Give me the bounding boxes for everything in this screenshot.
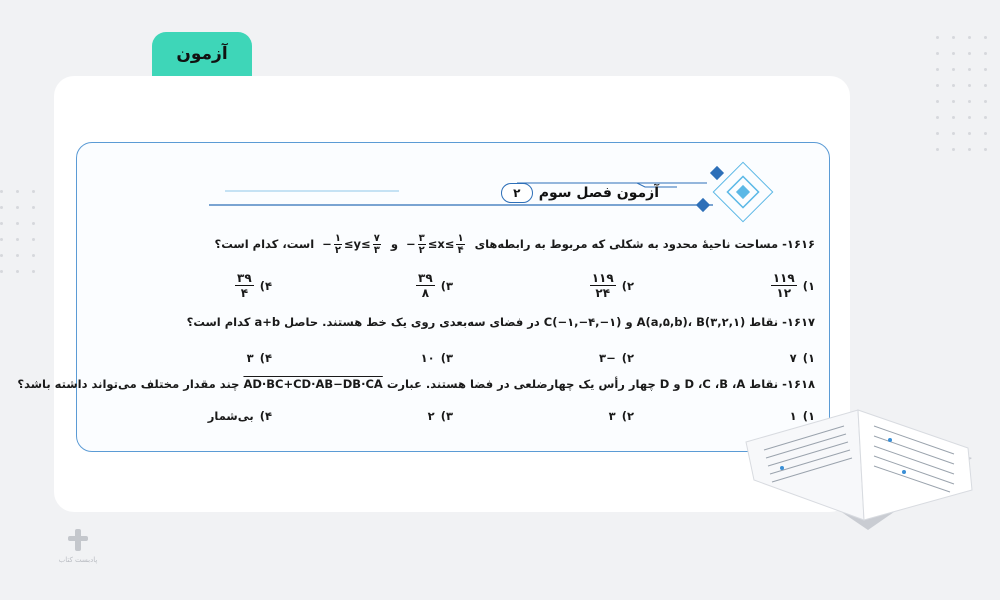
- dot: [952, 148, 955, 151]
- dot: [952, 68, 955, 71]
- logo-icon: [66, 528, 90, 554]
- option-label: ۴): [259, 351, 272, 365]
- question-number: ۱۶۱۶-: [782, 237, 815, 251]
- question-number: ۱۶۱۸-: [782, 377, 815, 391]
- option-label: ۱): [802, 278, 815, 293]
- dot: [0, 206, 3, 209]
- question-panel: [17, 142, 830, 452]
- question-text-end: کدام است؟: [186, 315, 251, 329]
- option[interactable]: [91, 271, 272, 300]
- dot: [968, 100, 971, 103]
- dot: [936, 68, 939, 71]
- question-text: نقاط D ،C ،B ،A و D چهار رأس یک چهارضلعی در فضا هستند. عبارت: [386, 377, 779, 391]
- dot: [952, 36, 955, 39]
- option[interactable]: [272, 351, 453, 365]
- dot: [0, 190, 3, 193]
- inequality-x: − $\frac{۳}{۲}$ ≤x≤ $\frac{۱}{۴}$: [406, 233, 464, 256]
- option-fraction: ۱۱۹ ۱۲: [772, 271, 795, 300]
- dot: [16, 238, 19, 241]
- exam-tab: [152, 32, 252, 76]
- question-number: ۱۶۱۷-: [782, 315, 815, 329]
- option-value: ۳: [608, 409, 616, 423]
- dot: [952, 100, 955, 103]
- dot: [968, 52, 971, 55]
- option-fraction: ۳۹ ۴: [237, 271, 252, 300]
- dot: [32, 238, 35, 241]
- separator: ،: [687, 315, 693, 329]
- option[interactable]: [453, 409, 634, 423]
- option-value: ۳: [246, 351, 254, 365]
- question-text-mid: در فضای سه‌بعدی روی یک خط هستند. حاصل: [284, 315, 540, 329]
- option[interactable]: [91, 351, 272, 365]
- dot: [968, 36, 971, 39]
- dot: [952, 116, 955, 119]
- option-value: −۳: [599, 351, 616, 365]
- expression: a+b: [254, 315, 281, 329]
- question-text-end: چند مقدار مختلف می‌تواند داشته باشد؟: [17, 377, 240, 391]
- option-label: ۱): [802, 409, 815, 423]
- dot: [936, 148, 939, 151]
- dot: [984, 52, 987, 55]
- dot: [32, 190, 35, 193]
- dot: [936, 36, 939, 39]
- option-fraction: ۳۹ ۸: [418, 271, 433, 300]
- open-book-image: [740, 380, 985, 555]
- dot: [0, 254, 3, 257]
- question-text-end: است، کدام است؟: [214, 237, 315, 251]
- dot: [0, 238, 3, 241]
- option-label: ۴): [259, 409, 272, 423]
- dot: [984, 116, 987, 119]
- option-value: ۲: [427, 409, 435, 423]
- option-value: ۱: [789, 409, 797, 423]
- section-header-decoration: [77, 143, 829, 223]
- dot: [936, 84, 939, 87]
- option-label: ۲): [621, 351, 634, 365]
- exam-tab-label: آزمون: [176, 44, 228, 64]
- dot: [936, 52, 939, 55]
- dot: [936, 116, 939, 119]
- dot: [16, 254, 19, 257]
- dot: [952, 132, 955, 135]
- option-label: ۳): [440, 351, 453, 365]
- dot: [32, 270, 35, 273]
- question-text-and: و: [390, 237, 398, 251]
- option-label: ۳): [440, 409, 453, 423]
- dot: [32, 222, 35, 225]
- dot: [936, 100, 939, 103]
- dot: [968, 84, 971, 87]
- dot: [16, 206, 19, 209]
- section-title: [501, 183, 659, 203]
- vector-expression: AD·BC+CD·AB−DB·CA: [243, 377, 383, 391]
- dot: [32, 254, 35, 257]
- dot: [952, 52, 955, 55]
- options-1618: [91, 409, 815, 423]
- dot: [984, 36, 987, 39]
- options-1616: [91, 271, 815, 300]
- option[interactable]: [634, 271, 815, 300]
- dot: [984, 132, 987, 135]
- option-label: ۲): [621, 409, 634, 423]
- dot: [984, 100, 987, 103]
- option[interactable]: [634, 351, 815, 365]
- options-1617: [91, 351, 815, 365]
- dot: [968, 148, 971, 151]
- dot: [968, 116, 971, 119]
- option-value: ۷: [789, 351, 797, 365]
- option-value: بی‌شمار: [207, 409, 254, 423]
- dot: [968, 132, 971, 135]
- dot: [32, 206, 35, 209]
- dot: [0, 222, 3, 225]
- point-c: C(−۱,−۴,−۱): [543, 315, 622, 329]
- section-number-badge: ۲: [501, 183, 533, 203]
- option[interactable]: [453, 271, 634, 300]
- option-label: ۱): [802, 351, 815, 365]
- dot: [952, 84, 955, 87]
- dot: [0, 270, 3, 273]
- option-label: ۴): [259, 278, 272, 293]
- dot: [968, 68, 971, 71]
- point-a: A(a,۵,b): [636, 315, 688, 329]
- dot: [936, 132, 939, 135]
- point-b: B(۳,۲,۱): [696, 315, 746, 329]
- option[interactable]: [272, 271, 453, 300]
- dot: [984, 68, 987, 71]
- dot: [16, 222, 19, 225]
- publisher-logo: [58, 528, 98, 564]
- option[interactable]: [453, 351, 634, 365]
- logo-text: پادبست کتاب: [58, 556, 98, 564]
- question-1616: [215, 233, 815, 256]
- question-1618: [17, 377, 815, 391]
- inequality-y: − $\frac{۱}{۲}$ ≤y≤ $\frac{۷}{۳}$: [322, 233, 380, 256]
- option-label: ۲): [621, 278, 634, 293]
- option-fraction: ۱۱۹ ۲۴: [591, 271, 614, 300]
- question-1617: [187, 315, 815, 329]
- dot: [984, 84, 987, 87]
- question-text: نقاط: [749, 315, 779, 329]
- dot: [16, 190, 19, 193]
- question-text-and: و: [625, 315, 633, 329]
- option-label: ۳): [440, 278, 453, 293]
- option[interactable]: [91, 409, 272, 423]
- dot: [984, 148, 987, 151]
- question-text: مساحت ناحیهٔ محدود به شکلی که مربوط به رابطه‌های: [474, 237, 779, 251]
- section-title-text: آزمون فصل سوم: [538, 185, 659, 201]
- option-value: ۱۰: [420, 351, 435, 365]
- dot: [16, 270, 19, 273]
- option[interactable]: [272, 409, 453, 423]
